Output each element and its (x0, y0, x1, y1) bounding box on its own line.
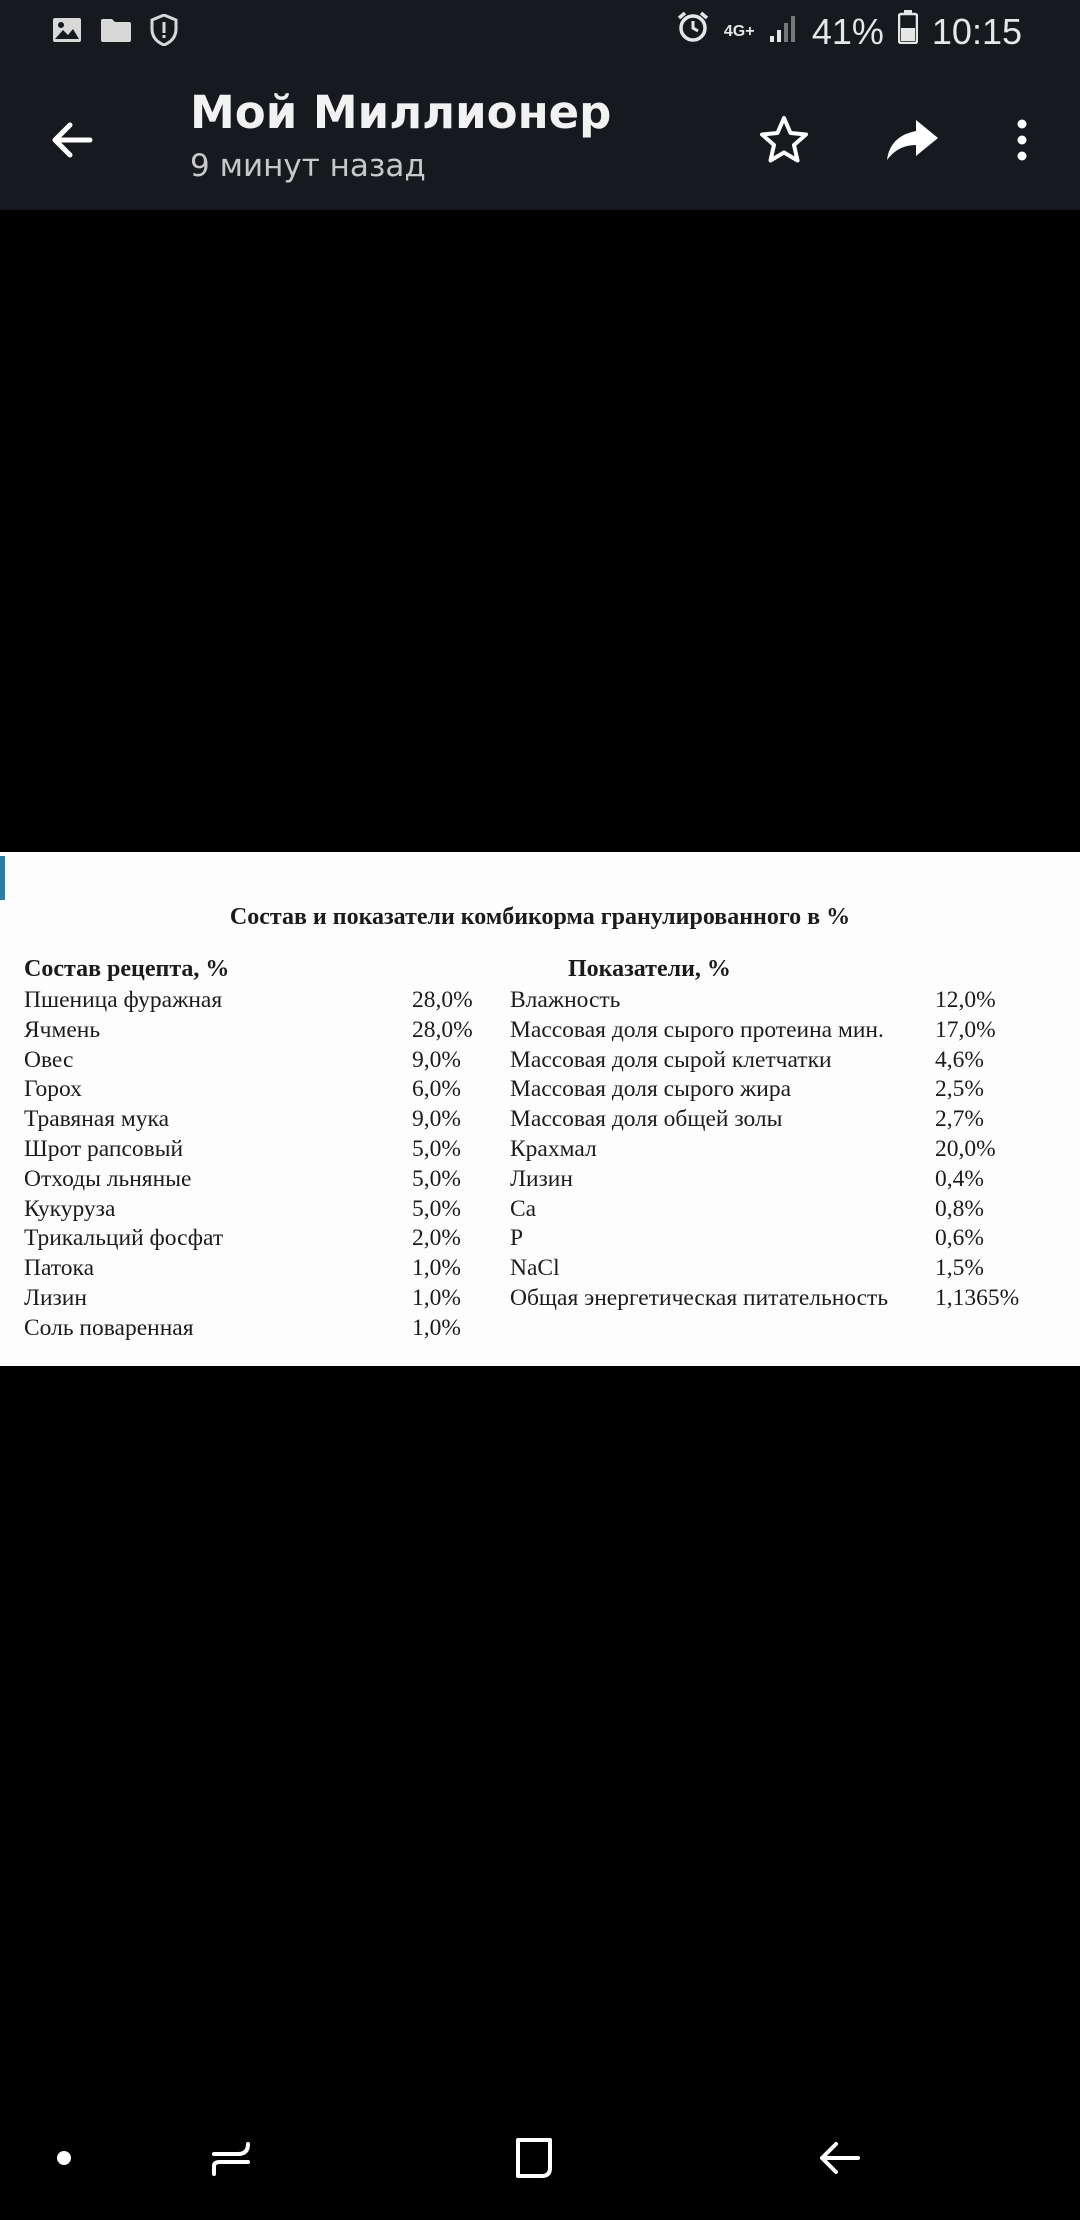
system-back-button[interactable] (806, 2126, 870, 2190)
indicator-value: 1,5% (935, 1255, 984, 1282)
recipe-row (24, 1135, 484, 1165)
indicator-row (510, 1075, 1030, 1105)
indicator-value: 17,0% (935, 1016, 996, 1043)
recipe-row (24, 1165, 484, 1195)
indicator-row (510, 1195, 1030, 1225)
indicators-header: Показатели, % (568, 956, 731, 982)
indicator-row (510, 1284, 1030, 1314)
recipe-name: Соль поваренная (24, 1314, 194, 1341)
recipe-row (24, 1284, 484, 1314)
recipe-value: 9,0% (412, 1046, 461, 1073)
indicator-value: 12,0% (935, 987, 996, 1013)
network-type: 4G+ (723, 22, 755, 40)
document-title: Состав и показатели комбикорма гранулированного в % (229, 904, 851, 930)
recipe-value: 6,0% (412, 1076, 461, 1103)
home-button[interactable] (502, 2126, 566, 2190)
recipe-row (24, 1224, 484, 1254)
status-indicators (676, 10, 1022, 53)
page-subtitle: 9 минут назад (190, 148, 426, 184)
image-icon (52, 17, 82, 48)
indicator-name: Влажность (510, 987, 621, 1013)
recipe-name: Лизин (24, 1284, 87, 1311)
document-image[interactable] (0, 852, 1080, 1366)
indicator-name: Ca (510, 1195, 537, 1222)
indicator-value: 20,0% (935, 1135, 996, 1162)
indicator-name: Массовая доля общей золы (510, 1106, 783, 1133)
navigation-bar (0, 2096, 1080, 2220)
indicator-name: Лизин (510, 1165, 573, 1192)
indicator-value: 4,6% (935, 1046, 984, 1073)
indicator-row (510, 1224, 1030, 1254)
share-button[interactable] (880, 108, 944, 172)
indicator-row (510, 1254, 1030, 1284)
app-bar (0, 66, 1080, 210)
dot-icon (54, 2148, 74, 2168)
recipe-value: 2,0% (412, 1225, 461, 1252)
recipe-name: Горох (24, 1076, 82, 1103)
recipe-row (24, 1254, 484, 1284)
indicator-name: Массовая доля сырого жира (510, 1076, 792, 1103)
recipe-value: 5,0% (412, 1165, 461, 1192)
recipe-value: 1,0% (412, 1284, 461, 1311)
recipe-name: Патока (24, 1255, 94, 1282)
document-edge (0, 856, 5, 900)
recipe-row (24, 1046, 484, 1076)
recipe-name: Пшеница фуражная (24, 987, 223, 1013)
recipe-value: 9,0% (412, 1106, 461, 1133)
indicator-name: Общая энергетическая питательность (510, 1284, 889, 1311)
more-options-button[interactable] (990, 108, 1054, 172)
indicator-row (510, 1046, 1030, 1076)
indicator-row (510, 1165, 1030, 1195)
back-button[interactable] (40, 108, 104, 172)
recipe-value: 1,0% (412, 1314, 461, 1341)
indicator-name: Массовая доля сырого протеина мин. (510, 1016, 884, 1043)
folder-icon (100, 17, 132, 48)
home-icon (510, 2134, 558, 2182)
indicator-value: 0,6% (935, 1225, 984, 1252)
indicator-value: 0,8% (935, 1195, 984, 1222)
recipe-row (24, 1075, 484, 1105)
recipe-row (24, 1105, 484, 1135)
clock: 10:15 (931, 10, 1022, 52)
nav-back-icon (814, 2134, 862, 2182)
indicator-value: 0,4% (935, 1165, 984, 1192)
nav-dot-button[interactable] (32, 2126, 96, 2190)
alarm-icon (676, 10, 710, 53)
recipe-row (24, 986, 484, 1016)
shield-alert-icon (150, 14, 178, 51)
indicator-row (510, 1105, 1030, 1135)
indicators-list (510, 986, 1030, 1314)
share-icon (884, 116, 940, 164)
indicator-name: P (510, 1225, 524, 1252)
recipe-value: 5,0% (412, 1135, 461, 1162)
recipe-name: Ячмень (24, 1016, 101, 1043)
recipe-name: Трикальций фосфат (24, 1225, 224, 1252)
status-bar (0, 0, 1080, 66)
indicator-row (510, 1016, 1030, 1046)
battery-icon (898, 10, 918, 53)
indicator-value: 2,5% (935, 1076, 984, 1103)
recipe-header: Состав рецепта, % (24, 956, 230, 982)
status-notifications (52, 14, 178, 51)
page-title: Мой Миллионер (190, 86, 612, 139)
indicator-row (510, 986, 1030, 1016)
indicator-name: Крахмал (510, 1135, 597, 1162)
recipe-value: 28,0% (412, 987, 473, 1013)
recents-button[interactable] (200, 2126, 264, 2190)
favorite-button[interactable] (752, 108, 816, 172)
recipe-value: 5,0% (412, 1195, 461, 1222)
indicator-name: NaCl (510, 1255, 560, 1282)
recipe-row (24, 1016, 484, 1046)
recipe-name: Шрот рапсовый (24, 1135, 184, 1162)
indicator-value: 2,7% (935, 1106, 984, 1133)
recipe-name: Кукуруза (24, 1195, 116, 1222)
signal-icon (768, 11, 798, 53)
recipe-list (24, 986, 484, 1344)
recipe-name: Отходы льняные (24, 1165, 192, 1192)
recipe-name: Травяная мука (24, 1106, 170, 1133)
recents-icon (208, 2134, 256, 2182)
recipe-row (24, 1314, 484, 1344)
indicator-name: Массовая доля сырой клетчатки (510, 1046, 832, 1073)
recipe-value: 1,0% (412, 1255, 461, 1282)
back-arrow-icon (48, 116, 96, 164)
indicator-value: 1,1365% (935, 1284, 1020, 1311)
recipe-value: 28,0% (412, 1016, 473, 1043)
battery-percent: 41% (811, 10, 884, 52)
recipe-row (24, 1195, 484, 1225)
more-vert-icon (1012, 116, 1032, 164)
indicator-row (510, 1135, 1030, 1165)
star-icon (758, 114, 810, 166)
recipe-name: Овес (24, 1046, 74, 1073)
